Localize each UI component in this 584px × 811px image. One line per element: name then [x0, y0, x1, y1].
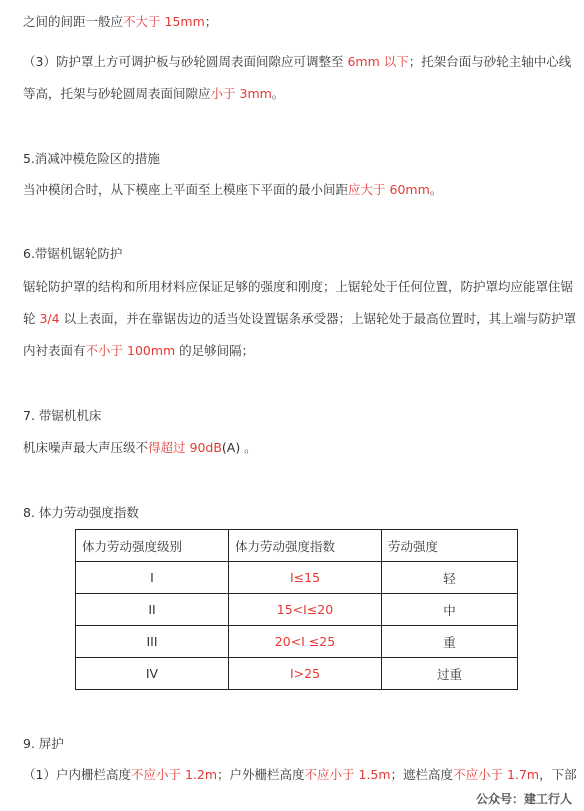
table-header-cell: 劳动强度 — [382, 530, 518, 562]
section-6-title: 6.带锯机锯轮防护 — [23, 246, 123, 261]
labor-intensity-table — [75, 529, 518, 690]
table-cell: II — [76, 594, 229, 626]
table-cell: I>25 — [229, 658, 382, 690]
table-cell: 20<I ≤25 — [229, 626, 382, 658]
highlight-segment: 应大于 60mm — [348, 182, 430, 197]
text-line-6c — [23, 342, 254, 360]
highlight-segment: 不大于 15mm — [123, 14, 205, 29]
text-line-1 — [23, 13, 217, 31]
text-segment: (A) 。 — [221, 440, 257, 455]
text-segment: 内衬表面有 — [23, 343, 86, 358]
table-cell: IV — [76, 658, 229, 690]
highlight-segment: 不应小于 1.7m — [453, 767, 540, 782]
table-header-cell: 体力劳动强度级别 — [76, 530, 229, 562]
highlight-segment: 得超过 90dB — [148, 440, 222, 455]
text-segment: 。 — [429, 182, 443, 197]
highlight-segment: 6mm 以下 — [347, 54, 409, 69]
table-cell: III — [76, 626, 229, 658]
text-segment: ；遮栏高度 — [390, 767, 454, 782]
table-cell: I≤15 — [229, 562, 382, 594]
text-line-2 — [23, 53, 571, 71]
table-row — [76, 594, 518, 626]
text-segment: ；托架台面与砂轮主轴中心线 — [408, 54, 572, 69]
text-segment: ，下部 — [539, 767, 577, 782]
text-segment: 的足够间隔； — [175, 343, 255, 358]
text-line-6a: 锯轮防护罩的结构和所用材料应保证足够的强度和刚度；上锯轮处于任何位置，防护罩均应能罩住锯 — [23, 279, 574, 294]
table-header-cell: 体力劳动强度指数 — [229, 530, 382, 562]
table-row — [76, 658, 518, 690]
text-segment: 机床噪声最大声压级不 — [23, 440, 149, 455]
table-cell: 重 — [382, 626, 518, 658]
text-segment: 之间的间距一般应 — [23, 14, 124, 29]
text-line-7 — [23, 439, 257, 457]
text-segment: 当冲模闭合时，从下模座上平面至上模座下平面的最小间距 — [23, 182, 349, 197]
section-7-title: 7. 带锯机机床 — [23, 408, 102, 423]
table-row — [76, 626, 518, 658]
text-segment: 以上表面，并在靠锯齿边的适当处设置锯条承受器；上锯轮处于最高位置时，其上端与防护罩 — [59, 311, 577, 326]
text-segment: （3）防护罩上方可调护板与砂轮圆周表面间隙应可调整至 — [23, 54, 348, 69]
text-segment: ；户外栅栏高度 — [217, 767, 305, 782]
text-segment: 。 — [271, 86, 285, 101]
text-segment: ； — [204, 14, 218, 29]
section-8-title: 8. 体力劳动强度指数 — [23, 505, 139, 520]
table-cell: 15<I≤20 — [229, 594, 382, 626]
table-row — [76, 562, 518, 594]
text-line-6b — [23, 310, 576, 328]
table-cell: 过重 — [382, 658, 518, 690]
highlight-segment: 不应小于 1.2m — [130, 767, 217, 782]
text-line-5 — [23, 181, 442, 199]
table-cell: I — [76, 562, 229, 594]
text-segment: （1）户内栅栏高度 — [23, 767, 131, 782]
table-cell: 中 — [382, 594, 518, 626]
section-9-title: 9. 屏护 — [23, 736, 64, 751]
watermark: 公众号：建工行人 — [475, 792, 572, 806]
table-cell: 轻 — [382, 562, 518, 594]
highlight-segment: 3/4 — [39, 311, 60, 326]
highlight-segment: 不应小于 1.5m — [304, 767, 391, 782]
highlight-segment: 小于 3mm — [210, 86, 272, 101]
text-line-9 — [23, 766, 577, 784]
text-line-3 — [23, 85, 284, 103]
text-segment: 轮 — [23, 311, 40, 326]
text-segment: 等高，托架与砂轮圆周表面间隙应 — [23, 86, 211, 101]
section-5-title: 5.消减冲模危险区的措施 — [23, 151, 160, 166]
table-header-row — [76, 530, 518, 562]
highlight-segment: 不小于 100mm — [85, 343, 176, 358]
